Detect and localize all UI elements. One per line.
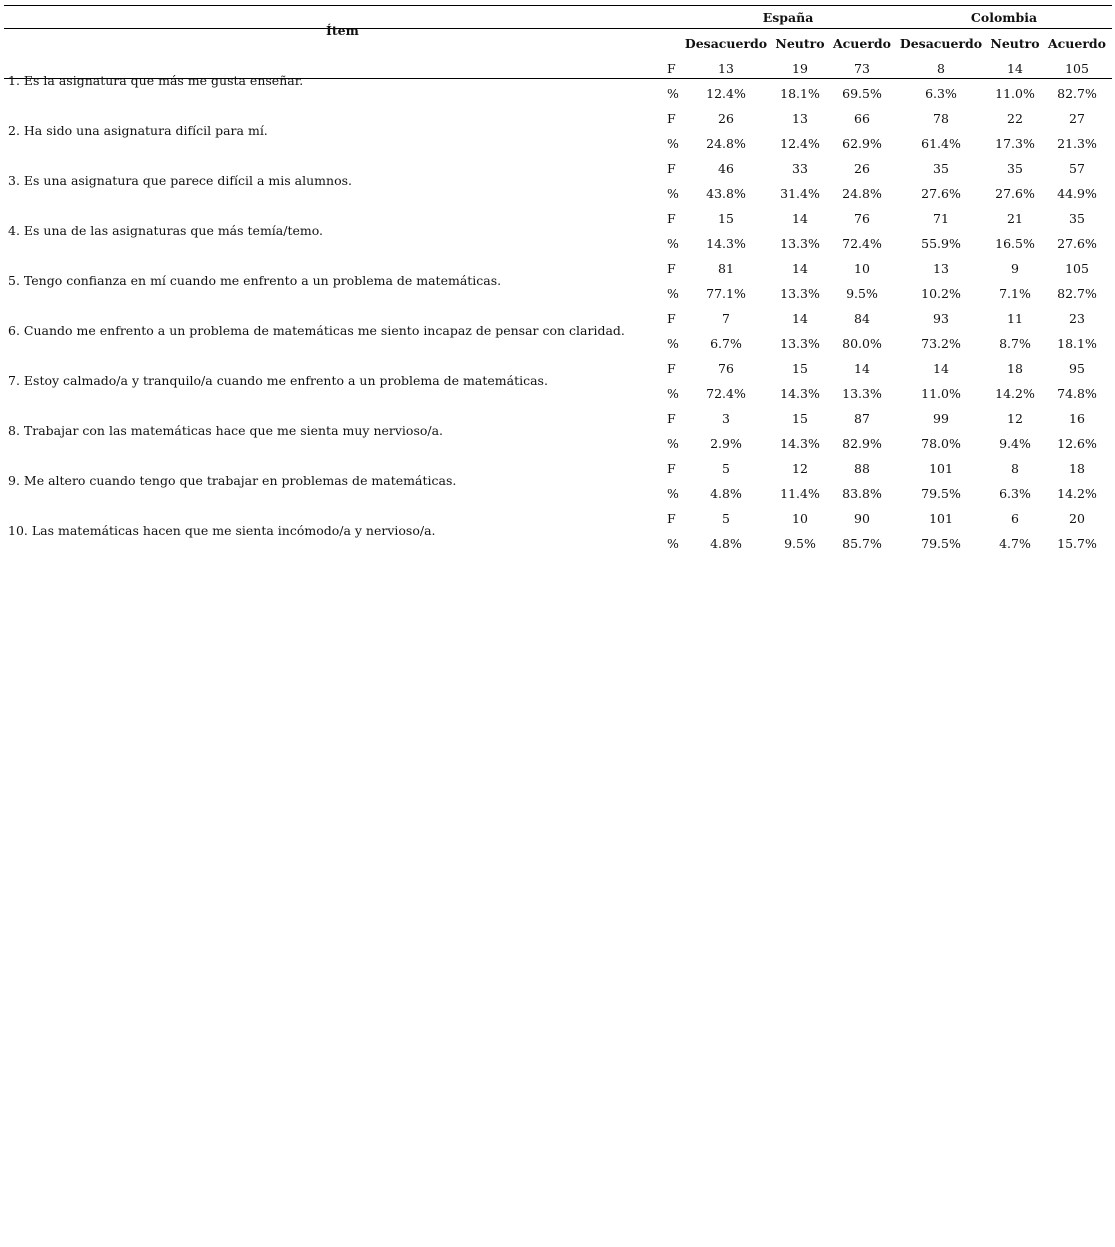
frequency-cell: 99 — [933, 411, 949, 426]
item-label: 1. Es la asignatura que más me gusta enseñar. — [8, 73, 304, 88]
frequency-cell: 18 — [1007, 361, 1023, 376]
frequency-cell: 14 — [792, 311, 808, 326]
frequency-label: F — [667, 411, 676, 426]
frequency-cell: 5 — [722, 461, 730, 476]
item-label: 4. Es una de las asignaturas que más temía/temo. — [8, 223, 324, 238]
column-header-neutro-es: Neutro — [775, 36, 825, 51]
percent-label: % — [667, 286, 679, 301]
frequency-cell: 14 — [792, 211, 808, 226]
percent-cell: 77.1% — [706, 286, 746, 301]
frequency-cell: 90 — [854, 511, 870, 526]
percent-label: % — [667, 186, 679, 201]
percent-cell: 69.5% — [842, 86, 882, 101]
frequency-cell: 101 — [929, 461, 953, 476]
percent-cell: 6.3% — [999, 486, 1031, 501]
percent-cell: 31.4% — [780, 186, 820, 201]
percent-label: % — [667, 136, 679, 151]
percent-cell: 2.9% — [710, 436, 742, 451]
percent-cell: 79.5% — [921, 486, 961, 501]
percent-cell: 10.2% — [921, 286, 961, 301]
frequency-label: F — [667, 311, 676, 326]
frequency-cell: 9 — [1011, 261, 1019, 276]
frequency-cell: 71 — [933, 211, 949, 226]
frequency-cell: 15 — [792, 411, 808, 426]
column-header-desacuerdo-co: Desacuerdo — [899, 36, 983, 51]
percent-label: % — [667, 236, 679, 251]
percent-cell: 6.3% — [925, 86, 957, 101]
frequency-label: F — [667, 61, 676, 76]
percent-cell: 8.7% — [999, 336, 1031, 351]
frequency-cell: 13 — [718, 61, 734, 76]
frequency-cell: 12 — [792, 461, 808, 476]
frequency-cell: 95 — [1069, 361, 1085, 376]
percent-cell: 72.4% — [842, 236, 882, 251]
column-header-neutro-co: Neutro — [990, 36, 1040, 51]
item-label: 9. Me altero cuando tengo que trabajar en problemas de matemáticas. — [8, 473, 457, 488]
percent-cell: 14.2% — [995, 386, 1035, 401]
frequency-cell: 14 — [933, 361, 949, 376]
frequency-cell: 22 — [1007, 111, 1023, 126]
frequency-cell: 23 — [1069, 311, 1085, 326]
item-label: 3. Es una asignatura que parece difícil a mis alumnos. — [8, 173, 352, 188]
percent-cell: 4.8% — [710, 486, 742, 501]
country-header-colombia: Colombia — [970, 10, 1038, 25]
percent-cell: 9.5% — [846, 286, 878, 301]
percent-cell: 79.5% — [921, 536, 961, 551]
item-label: 2. Ha sido una asignatura difícil para mí. — [8, 123, 268, 138]
percent-cell: 12.4% — [780, 136, 820, 151]
frequency-cell: 21 — [1007, 211, 1023, 226]
percent-cell: 4.7% — [999, 536, 1031, 551]
percent-cell: 78.0% — [921, 436, 961, 451]
percent-label: % — [667, 436, 679, 451]
percent-cell: 82.7% — [1057, 86, 1097, 101]
frequency-label: F — [667, 261, 676, 276]
percent-label: % — [667, 486, 679, 501]
frequency-cell: 20 — [1069, 511, 1085, 526]
percent-cell: 11.0% — [921, 386, 961, 401]
frequency-cell: 35 — [933, 161, 949, 176]
percent-cell: 55.9% — [921, 236, 961, 251]
frequency-cell: 66 — [854, 111, 870, 126]
percent-cell: 14.3% — [706, 236, 746, 251]
frequency-cell: 35 — [1007, 161, 1023, 176]
percent-cell: 72.4% — [706, 386, 746, 401]
percent-label: % — [667, 386, 679, 401]
percent-cell: 82.9% — [842, 436, 882, 451]
percent-cell: 27.6% — [995, 186, 1035, 201]
percent-cell: 24.8% — [842, 186, 882, 201]
percent-cell: 7.1% — [999, 286, 1031, 301]
percent-cell: 43.8% — [706, 186, 746, 201]
frequency-cell: 88 — [854, 461, 870, 476]
column-header-acuerdo-es: Acuerdo — [832, 36, 891, 51]
item-label: 8. Trabajar con las matemáticas hace que me sienta muy nervioso/a. — [8, 423, 444, 438]
column-header-desacuerdo-es: Desacuerdo — [684, 36, 768, 51]
percent-cell: 14.2% — [1057, 486, 1097, 501]
frequency-cell: 3 — [722, 411, 730, 426]
percent-label: % — [667, 86, 679, 101]
item-label: 10. Las matemáticas hacen que me sienta incómodo/a y nervioso/a. — [8, 523, 436, 538]
frequency-cell: 19 — [792, 61, 808, 76]
percent-cell: 44.9% — [1057, 186, 1097, 201]
frequency-cell: 101 — [929, 511, 953, 526]
frequency-label: F — [667, 511, 676, 526]
frequency-cell: 105 — [1065, 261, 1089, 276]
frequency-cell: 81 — [718, 261, 734, 276]
frequency-cell: 35 — [1069, 211, 1085, 226]
frequency-cell: 6 — [1011, 511, 1019, 526]
frequency-cell: 84 — [854, 311, 870, 326]
frequency-cell: 15 — [792, 361, 808, 376]
frequency-cell: 13 — [792, 111, 808, 126]
percent-cell: 74.8% — [1057, 386, 1097, 401]
frequency-cell: 18 — [1069, 461, 1085, 476]
percent-cell: 13.3% — [780, 336, 820, 351]
item-column-header: Ítem — [326, 23, 359, 38]
frequency-cell: 11 — [1007, 311, 1023, 326]
frequency-cell: 8 — [937, 61, 945, 76]
frequency-cell: 10 — [854, 261, 870, 276]
frequency-cell: 5 — [722, 511, 730, 526]
country-header-spain: España — [762, 10, 814, 25]
group-header-rule — [4, 28, 1112, 29]
frequency-cell: 14 — [854, 361, 870, 376]
percent-cell: 12.4% — [706, 86, 746, 101]
frequency-label: F — [667, 211, 676, 226]
frequency-label: F — [667, 361, 676, 376]
frequency-cell: 26 — [854, 161, 870, 176]
frequency-cell: 7 — [722, 311, 730, 326]
percent-cell: 15.7% — [1057, 536, 1097, 551]
percent-cell: 13.3% — [780, 286, 820, 301]
percent-label: % — [667, 336, 679, 351]
percent-cell: 82.7% — [1057, 286, 1097, 301]
frequency-cell: 14 — [1007, 61, 1023, 76]
percent-cell: 17.3% — [995, 136, 1035, 151]
column-header-acuerdo-co: Acuerdo — [1047, 36, 1106, 51]
frequency-cell: 13 — [933, 261, 949, 276]
percent-cell: 83.8% — [842, 486, 882, 501]
percent-cell: 14.3% — [780, 436, 820, 451]
frequency-cell: 87 — [854, 411, 870, 426]
percent-cell: 27.6% — [921, 186, 961, 201]
percent-cell: 11.0% — [995, 86, 1035, 101]
percent-cell: 13.3% — [842, 386, 882, 401]
table-top-rule — [4, 5, 1112, 6]
percent-label: % — [667, 536, 679, 551]
item-label: 6. Cuando me enfrento a un problema de matemáticas me siento incapaz de pensar con claridad. — [8, 323, 625, 338]
frequency-cell: 14 — [792, 261, 808, 276]
item-label: 7. Estoy calmado/a y tranquilo/a cuando me enfrento a un problema de matemáticas. — [8, 373, 548, 388]
frequency-cell: 8 — [1011, 461, 1019, 476]
frequency-cell: 15 — [718, 211, 734, 226]
percent-cell: 18.1% — [1057, 336, 1097, 351]
frequency-cell: 73 — [854, 61, 870, 76]
frequency-label: F — [667, 161, 676, 176]
item-label: 5. Tengo confianza en mí cuando me enfrento a un problema de matemáticas. — [8, 273, 502, 288]
frequency-cell: 10 — [792, 511, 808, 526]
percent-cell: 73.2% — [921, 336, 961, 351]
percent-cell: 9.4% — [999, 436, 1031, 451]
frequency-cell: 76 — [718, 361, 734, 376]
frequency-cell: 78 — [933, 111, 949, 126]
percent-cell: 24.8% — [706, 136, 746, 151]
percent-cell: 85.7% — [842, 536, 882, 551]
frequency-cell: 76 — [854, 211, 870, 226]
frequency-cell: 33 — [792, 161, 808, 176]
percent-cell: 12.6% — [1057, 436, 1097, 451]
frequency-cell: 27 — [1069, 111, 1085, 126]
percent-cell: 9.5% — [784, 536, 816, 551]
percent-cell: 61.4% — [921, 136, 961, 151]
frequency-cell: 26 — [718, 111, 734, 126]
percent-cell: 80.0% — [842, 336, 882, 351]
frequency-cell: 46 — [718, 161, 734, 176]
percent-cell: 14.3% — [780, 386, 820, 401]
frequency-label: F — [667, 111, 676, 126]
percent-cell: 27.6% — [1057, 236, 1097, 251]
percent-cell: 18.1% — [780, 86, 820, 101]
percent-cell: 6.7% — [710, 336, 742, 351]
percent-cell: 16.5% — [995, 236, 1035, 251]
frequency-cell: 93 — [933, 311, 949, 326]
percent-cell: 21.3% — [1057, 136, 1097, 151]
percent-cell: 13.3% — [780, 236, 820, 251]
frequency-cell: 105 — [1065, 61, 1089, 76]
percent-cell: 4.8% — [710, 536, 742, 551]
frequency-cell: 57 — [1069, 161, 1085, 176]
percent-cell: 11.4% — [780, 486, 820, 501]
percent-cell: 62.9% — [842, 136, 882, 151]
frequency-cell: 16 — [1069, 411, 1085, 426]
frequency-label: F — [667, 461, 676, 476]
frequency-cell: 12 — [1007, 411, 1023, 426]
